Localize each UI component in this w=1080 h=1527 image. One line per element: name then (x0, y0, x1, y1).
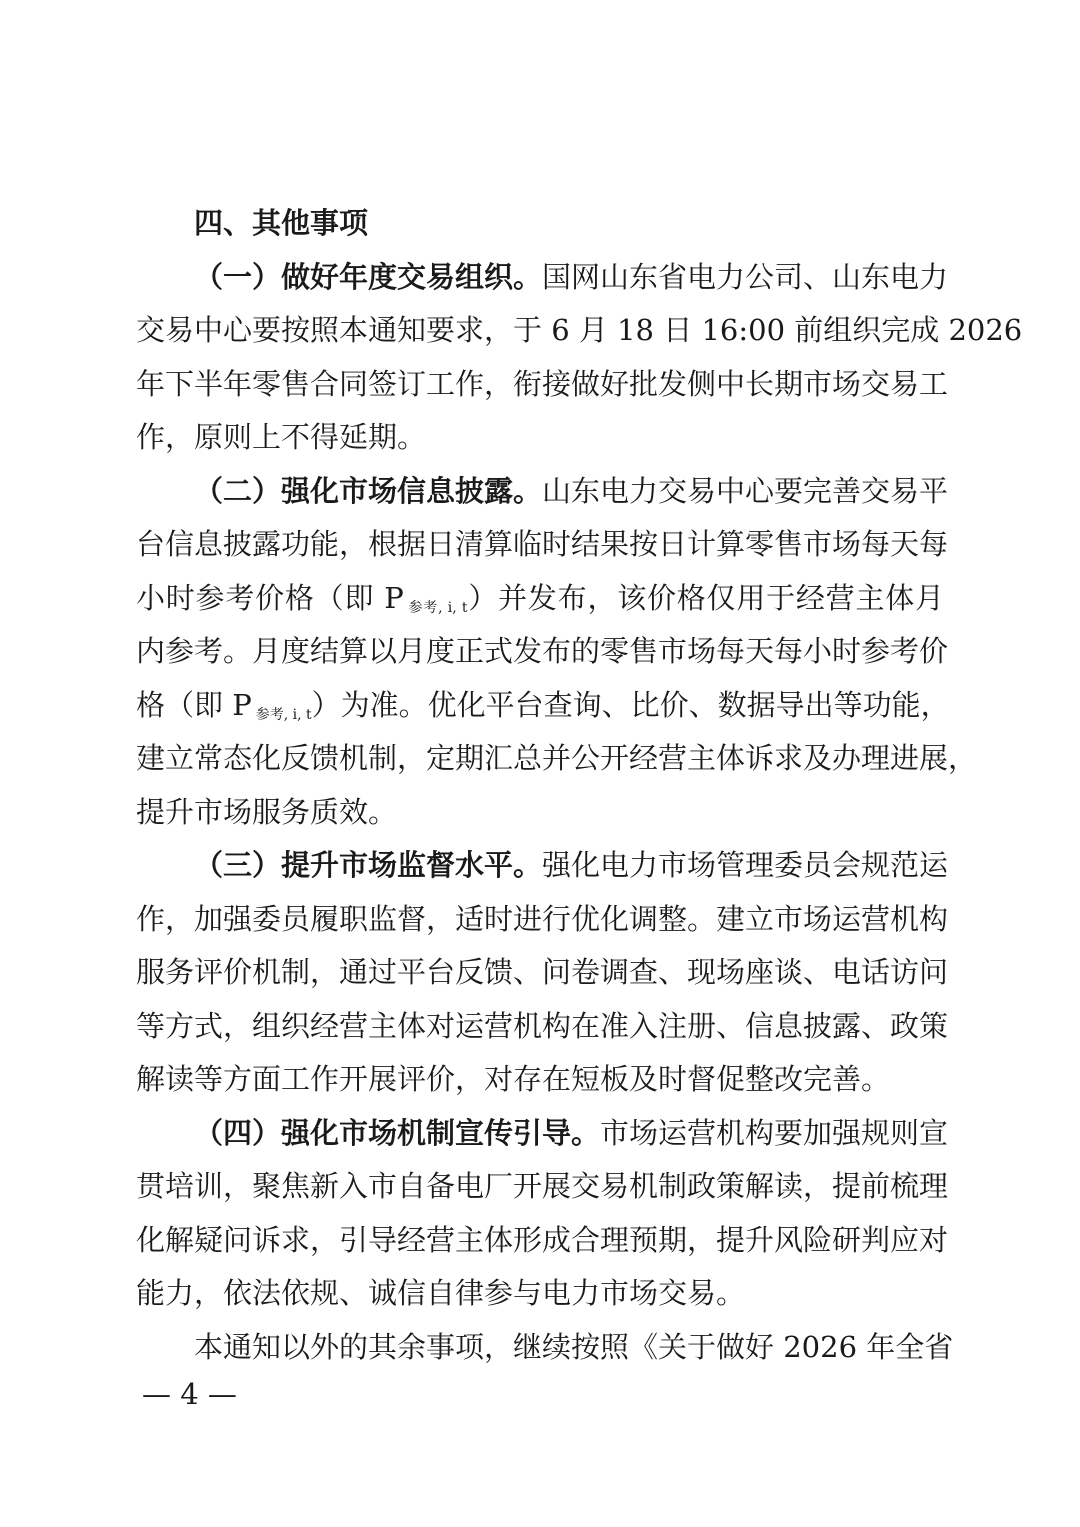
item-4-line-3: 化解疑问诉求，引导经营主体形成合理预期，提升风险研判应对 (136, 1222, 949, 1257)
item-3-line-2: 作，加强委员履职监督，适时进行优化调整。建立市场运营机构 (136, 901, 949, 936)
item-1-line-1 (136, 251, 949, 305)
item-2-text-3b: ）并发布，该价格仅用于经营主体月 (467, 580, 944, 615)
item-4-line-2: 贯培训，聚焦新入市自备电厂开展交易机制政策解读，提前梳理 (136, 1169, 949, 1203)
item-2-text-3a: 小时参考价格（即 P (136, 580, 404, 615)
item-2-line-4: 内参考。月度结算以月度正式发布的零售市场每天每小时参考价 (136, 634, 949, 668)
item-1-line-4: 作，原则上不得延期。 (136, 420, 427, 454)
page-number: — 4 — (142, 1377, 237, 1411)
item-1-lead: （一）做好年度交易组织。 (194, 259, 543, 294)
item-2-line-2: 台信息披露功能，根据日清算临时结果按日计算零售市场每天每 (136, 527, 949, 561)
document-body (136, 197, 1023, 1374)
item-4-lead: （四）强化市场机制宣传引导。 (194, 1115, 601, 1150)
item-3-lead: （三）提升市场监督水平。 (194, 848, 543, 882)
item-4-text-1: 市场运营机构要加强规则宣 (600, 1115, 949, 1150)
item-2-line-6: 建立常态化反馈机制，定期汇总并公开经营主体诉求及办理进展， (136, 741, 978, 775)
item-3-line-1 (136, 839, 949, 893)
item-1-line-2: 交易中心要按照本通知要求，于 6 月 18 日 16:00 前组织完成 2026 (136, 313, 1023, 347)
section-heading: 四、其他事项 (194, 206, 369, 240)
item-2-text-5a: 格（即 P (136, 687, 252, 722)
item-3-text-1: 强化电力市场管理委员会规范运 (542, 848, 949, 882)
item-2-line-1 (136, 465, 949, 519)
item-3-line-3: 服务评价机制，通过平台反馈、问卷调查、现场座谈、电话访问 (136, 955, 949, 989)
item-2-text-1: 山东电力交易中心要完善交易平 (542, 473, 949, 508)
closing-line: 本通知以外的其余事项，继续按照《关于做好 2026 年全省 (194, 1329, 954, 1364)
item-2-line-7: 提升市场服务质效。 (136, 794, 398, 829)
item-1-text-1: 国网山东省电力公司、山东电力 (542, 259, 949, 294)
item-2-line-3 (136, 572, 944, 626)
price-subscript-1: 参考, i, t (407, 599, 468, 616)
item-2-text-5b: ）为准。优化平台查询、比价、数据导出等功能， (311, 687, 950, 722)
item-2-line-5 (136, 679, 950, 733)
item-4-line-4: 能力，依法依规、诚信自律参与电力市场交易。 (136, 1276, 746, 1310)
price-subscript-2: 参考, i, t (255, 706, 312, 723)
item-2-lead: （二）强化市场信息披露。 (194, 473, 543, 508)
item-4-line-1 (136, 1107, 949, 1161)
item-3-line-4: 等方式，组织经营主体对运营机构在准入注册、信息披露、政策 (136, 1008, 949, 1043)
item-1-line-3: 年下半年零售合同签订工作，衔接做好批发侧中长期市场交易工 (136, 366, 949, 401)
item-3-line-5: 解读等方面工作开展评价，对存在短板及时督促整改完善。 (136, 1062, 891, 1096)
